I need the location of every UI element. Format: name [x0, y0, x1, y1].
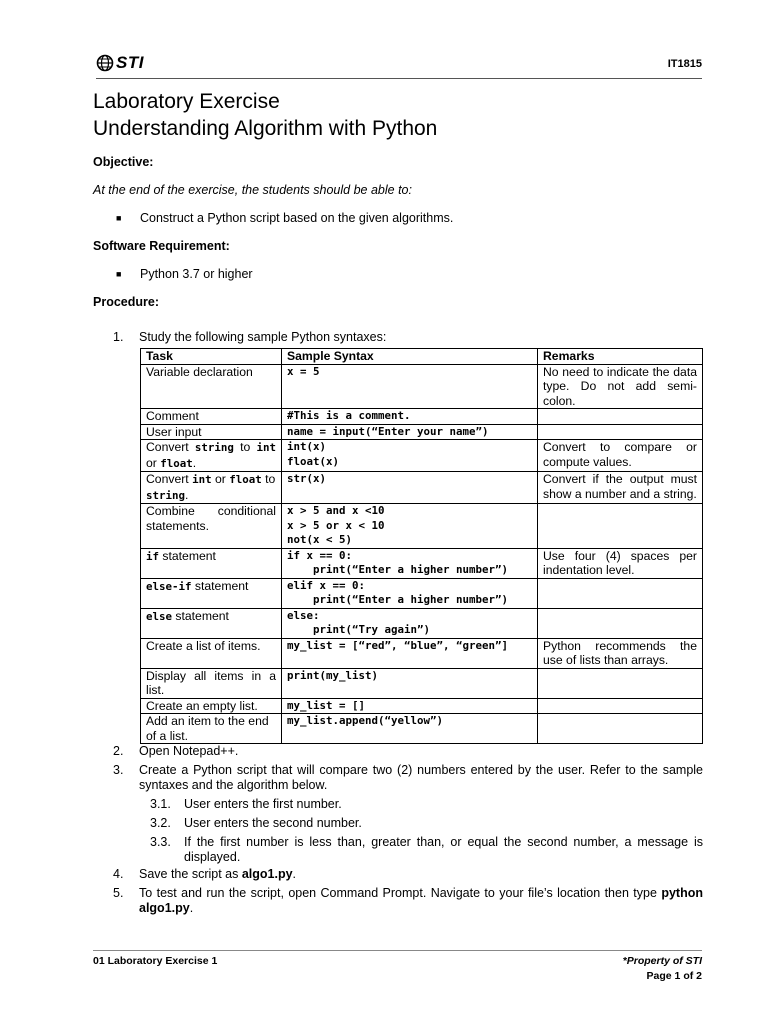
footer-doc-title: 01 Laboratory Exercise 1 — [93, 955, 218, 967]
step-number: 3.3. — [150, 835, 171, 849]
table-row — [141, 668, 703, 698]
step-number: 4. — [113, 867, 124, 881]
task-cell — [141, 440, 282, 472]
step-text-part: To test and run the script, open Command Prompt. Navigate to your file’s location then type — [139, 886, 662, 900]
bullet-icon: ■ — [116, 269, 122, 279]
syntax-cell — [282, 714, 538, 744]
logo-text: STI — [116, 53, 144, 72]
task-cell: User input — [141, 424, 282, 440]
code-sample: if x == 0: print(“Enter a higher number”) — [287, 548, 509, 576]
page-title-line1: Laboratory Exercise — [93, 90, 280, 113]
footer-divider — [93, 950, 702, 951]
task-text: to — [233, 440, 257, 454]
table-row — [141, 424, 703, 440]
code-sample: str(x) — [287, 472, 327, 485]
step-text: If the first number is less than, greater than, or equal the second number, a message is displayed. — [184, 835, 703, 864]
task-code: int — [256, 441, 277, 454]
code-sample: elif x == 0: print(“Enter a higher number”) — [287, 578, 509, 606]
task-cell: Add an item to the end of a list. — [141, 714, 282, 744]
page-title-line2: Understanding Algorithm with Python — [93, 117, 438, 140]
task-cell: Display all items in a list. — [141, 668, 282, 698]
task-text: statement — [172, 608, 229, 623]
step-number: 2. — [113, 744, 124, 758]
table-row — [141, 364, 703, 409]
task-text: Convert — [146, 440, 195, 454]
substep-3-1 — [113, 797, 703, 813]
remarks-cell — [538, 608, 703, 638]
task-cell: Variable declaration — [141, 364, 282, 409]
software-heading: Software Requirement: — [93, 239, 230, 253]
syntax-table — [140, 348, 703, 744]
syntax-cell — [282, 668, 538, 698]
task-cell: Combine conditional statements. — [141, 504, 282, 549]
step-text-part: Save the script as — [139, 867, 242, 881]
column-header: Sample Syntax — [282, 349, 538, 365]
task-cell: Create a list of items. — [141, 638, 282, 668]
step-3 — [113, 763, 703, 795]
objective-heading: Objective: — [93, 155, 154, 169]
syntax-cell — [282, 424, 538, 440]
task-code: else-if — [146, 579, 192, 593]
task-code: string — [146, 488, 186, 502]
table-row — [141, 409, 703, 425]
step-text-part: . — [189, 900, 194, 915]
course-code: IT1815 — [667, 58, 702, 70]
task-code: string — [194, 441, 234, 454]
task-cell — [141, 578, 282, 608]
step-number: 1. — [113, 330, 124, 344]
task-code: if — [146, 549, 160, 563]
step-4 — [113, 867, 703, 883]
step-5 — [113, 886, 703, 918]
table-row — [141, 548, 703, 578]
syntax-cell — [282, 698, 538, 714]
step-text: User enters the first number. — [184, 797, 342, 811]
table-row — [141, 440, 703, 472]
code-sample: #This is a comment. — [287, 409, 411, 422]
code-sample: else: print(“Try again”) — [287, 608, 431, 636]
remarks-cell: Convert to compare or compute values. — [538, 440, 703, 472]
remarks-cell — [538, 424, 703, 440]
task-code: float — [229, 473, 262, 486]
syntax-cell — [282, 608, 538, 638]
globe-icon — [96, 54, 114, 72]
task-cell — [141, 548, 282, 578]
remarks-cell — [538, 504, 703, 549]
sti-logo — [96, 52, 144, 74]
table-row — [141, 638, 703, 668]
remarks-cell: Use four (4) spaces per indentation level. — [538, 548, 703, 578]
step-text: Open Notepad++. — [139, 744, 239, 758]
remarks-cell — [538, 668, 703, 698]
step-number: 3.1. — [150, 797, 171, 811]
syntax-cell — [282, 440, 538, 472]
task-cell: Comment — [141, 409, 282, 425]
remarks-cell: Convert if the output must show a number and a string. — [538, 472, 703, 504]
remarks-cell — [538, 698, 703, 714]
code-sample: x = 5 — [287, 364, 320, 378]
table-row — [141, 608, 703, 638]
step-2 — [113, 744, 703, 760]
footer-page-number: Page 1 of 2 — [646, 970, 702, 982]
remarks-cell — [538, 714, 703, 744]
task-text: Convert — [146, 472, 193, 486]
syntax-cell — [282, 504, 538, 549]
task-cell — [141, 472, 282, 504]
code-sample: print(my_list) — [287, 668, 379, 682]
bullet-icon: ■ — [116, 213, 122, 223]
task-text: or — [146, 455, 161, 470]
step-text-part: . — [292, 867, 297, 881]
step-text: Create a Python script that will compare two (2) numbers entered by the user. Refer to the sample syntaxes and the algorithm below. — [139, 763, 703, 792]
task-cell: Create an empty list. — [141, 698, 282, 714]
table-row — [141, 698, 703, 714]
syntax-cell — [282, 472, 538, 504]
task-text: to — [261, 472, 276, 486]
task-text: . — [192, 455, 197, 470]
step-number: 3. — [113, 763, 124, 777]
substep-3-2 — [113, 816, 703, 832]
objective-intro: At the end of the exercise, the students should be able to: — [93, 183, 412, 197]
column-header: Remarks — [538, 349, 703, 365]
software-bullet: Python 3.7 or higher — [140, 267, 253, 281]
table-row — [141, 504, 703, 549]
procedure-heading: Procedure: — [93, 295, 159, 309]
substep-3-3 — [113, 835, 703, 867]
task-cell — [141, 608, 282, 638]
code-sample: x > 5 and x <10 x > 5 or x < 10 not(x < 5) — [287, 504, 385, 546]
table-header-row — [141, 349, 703, 365]
objective-bullet: Construct a Python script based on the given algorithms. — [140, 211, 454, 225]
code-sample: my_list.append(“yellow”) — [287, 714, 444, 727]
syntax-cell — [282, 364, 538, 409]
filename: algo1.py — [241, 867, 293, 881]
step-text: User enters the second number. — [184, 816, 362, 830]
table-row — [141, 472, 703, 504]
remarks-cell: Python recommends the use of lists than arrays. — [538, 638, 703, 668]
syntax-cell — [282, 409, 538, 425]
task-text: or — [211, 472, 230, 486]
step-number: 5. — [113, 886, 124, 900]
syntax-cell — [282, 548, 538, 578]
step-number: 3.2. — [150, 816, 171, 830]
table-row — [141, 714, 703, 744]
command: python algo1.py — [139, 886, 703, 915]
table-row — [141, 578, 703, 608]
step-text — [139, 886, 703, 915]
code-sample: name = input(“Enter your name”) — [287, 424, 489, 438]
task-code: else — [146, 609, 173, 623]
syntax-cell — [282, 638, 538, 668]
header-divider — [96, 78, 702, 79]
step-1 — [113, 330, 703, 346]
task-text: statement — [191, 578, 249, 593]
code-sample: my_list = [] — [287, 698, 366, 712]
task-code: float — [160, 456, 193, 470]
task-text: . — [185, 487, 189, 502]
syntax-cell — [282, 578, 538, 608]
footer-property: *Property of STI — [622, 955, 702, 967]
step-text: Study the following sample Python syntaxes: — [139, 330, 387, 344]
column-header: Task — [141, 349, 282, 365]
code-sample: my_list = [“red”, “blue”, “green”] — [287, 638, 509, 652]
task-code: int — [192, 473, 212, 486]
task-text: statement — [159, 548, 216, 563]
remarks-cell — [538, 409, 703, 425]
code-sample: int(x) float(x) — [287, 440, 340, 468]
remarks-cell — [538, 578, 703, 608]
step-text — [139, 867, 703, 882]
remarks-cell: No need to indicate the data type. Do not add semi-colon. — [538, 364, 703, 409]
